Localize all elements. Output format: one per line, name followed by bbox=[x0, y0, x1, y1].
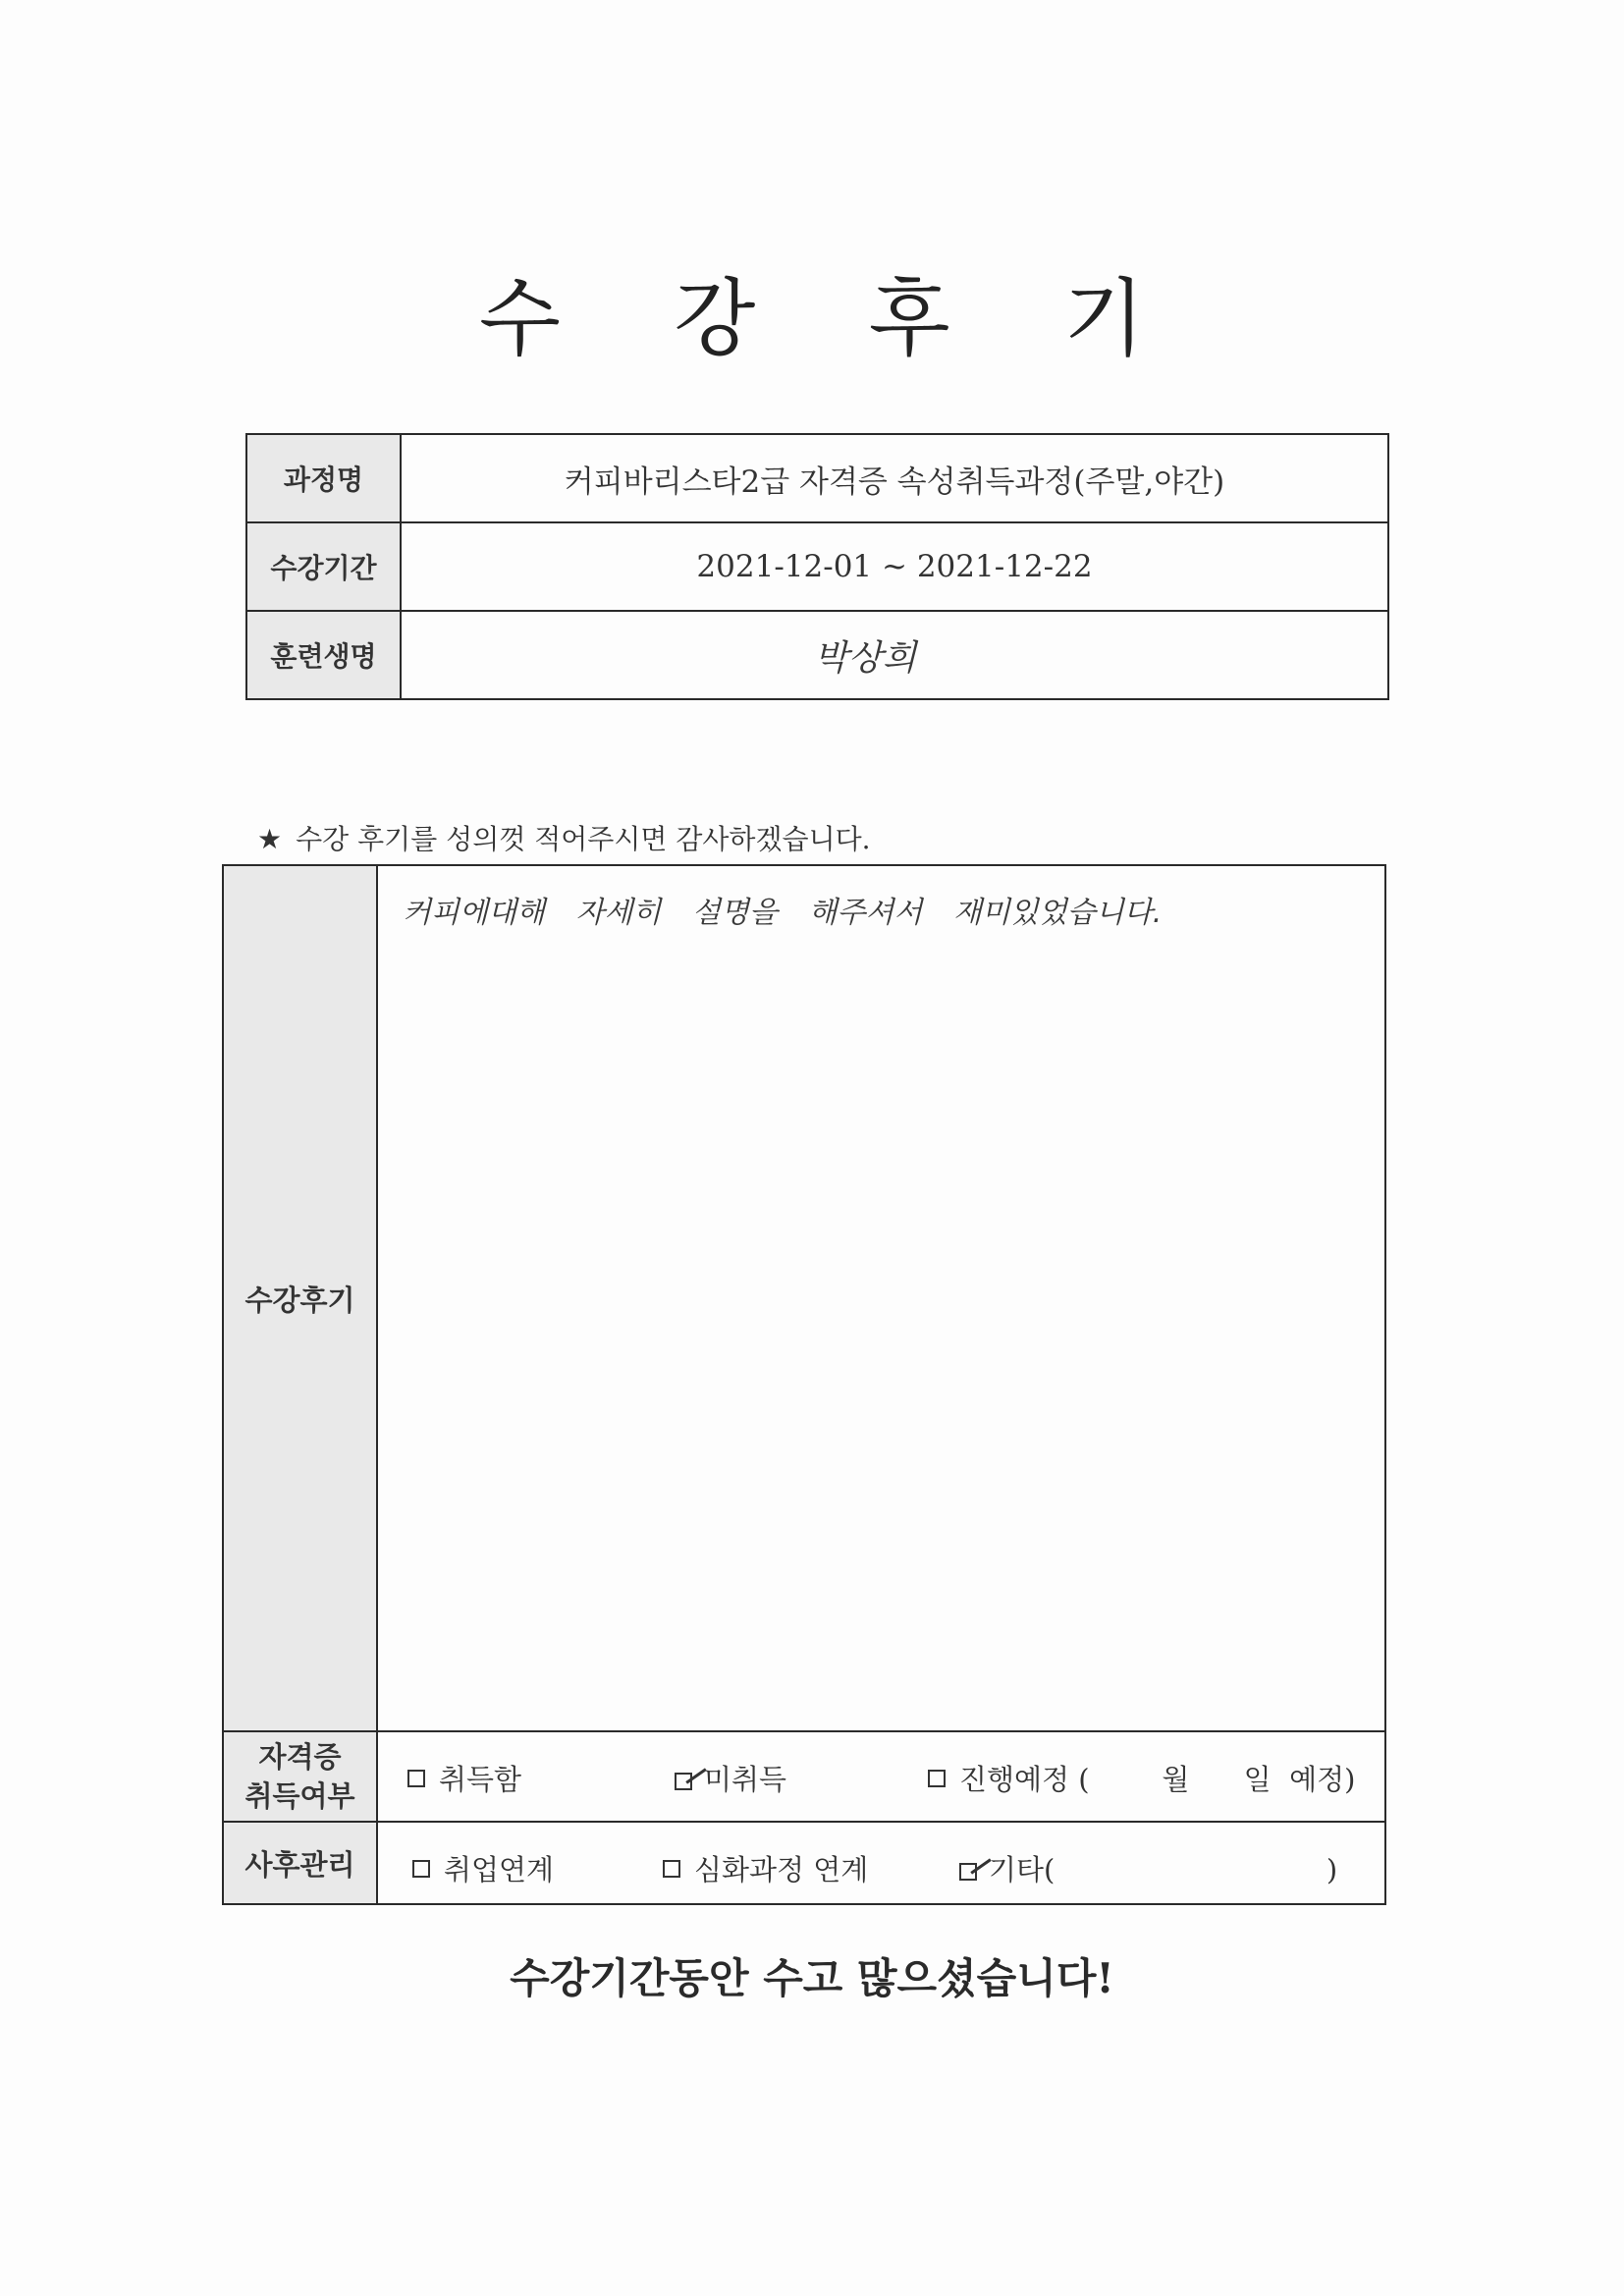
checkbox-icon[interactable] bbox=[407, 1770, 425, 1787]
followup-row bbox=[223, 1822, 1385, 1904]
followup-label: 사후관리 bbox=[223, 1822, 377, 1904]
cert-option-acquired[interactable]: 취득함 bbox=[407, 1758, 521, 1798]
cert-option-not-acquired[interactable]: 미취득 bbox=[673, 1758, 786, 1798]
trainee-name-field[interactable]: 박상희 bbox=[401, 611, 1388, 699]
checkbox-icon[interactable] bbox=[663, 1860, 680, 1878]
cert-option-scheduled[interactable]: 진행예정 ( 월 일 예정) bbox=[928, 1758, 1355, 1798]
course-info-table bbox=[245, 433, 1389, 700]
review-text: 커피에대해 자세히 설명을 해주셔서 재미있었습니다. bbox=[403, 896, 1163, 930]
period-value: 2021-12-01 ~ 2021-12-22 bbox=[401, 522, 1388, 611]
certificate-label-line1: 자격증 bbox=[258, 1740, 342, 1774]
period-label: 수강기간 bbox=[246, 522, 401, 611]
trainee-label: 훈련생명 bbox=[246, 611, 401, 699]
checked-checkbox-icon[interactable] bbox=[673, 1763, 700, 1792]
course-label: 과정명 bbox=[246, 434, 401, 522]
course-row bbox=[246, 434, 1388, 522]
notice bbox=[257, 818, 871, 857]
trainee-row bbox=[246, 611, 1388, 699]
followup-option-advanced[interactable]: 심화과정 연계 bbox=[663, 1848, 868, 1888]
certificate-row bbox=[223, 1731, 1385, 1822]
review-row bbox=[223, 865, 1385, 1731]
course-value: 커피바리스타2급 자격증 속성취득과정(주말,야간) bbox=[401, 434, 1388, 522]
followup-options bbox=[377, 1822, 1385, 1904]
star-icon: ★ bbox=[257, 823, 283, 855]
checkbox-icon[interactable] bbox=[412, 1860, 430, 1878]
checkbox-icon[interactable] bbox=[928, 1770, 946, 1787]
review-field[interactable] bbox=[377, 865, 1385, 1731]
page-title: 수 강 후 기 bbox=[478, 270, 1189, 368]
review-table bbox=[222, 864, 1386, 1905]
period-row bbox=[246, 522, 1388, 611]
closing-message: 수강기간동안 수고 많으셨습니다! bbox=[510, 1954, 1114, 2002]
followup-option-employment[interactable]: 취업연계 bbox=[412, 1848, 554, 1888]
followup-option-other[interactable]: 기타( ) bbox=[957, 1848, 1337, 1888]
certificate-label-line2: 취득여부 bbox=[244, 1779, 355, 1813]
review-label: 수강후기 bbox=[223, 865, 377, 1731]
checked-checkbox-icon[interactable] bbox=[957, 1853, 985, 1883]
certificate-label bbox=[223, 1731, 377, 1822]
certificate-options bbox=[377, 1731, 1385, 1822]
notice-text: 수강 후기를 성의껏 적어주시면 감사하겠습니다. bbox=[296, 823, 871, 855]
